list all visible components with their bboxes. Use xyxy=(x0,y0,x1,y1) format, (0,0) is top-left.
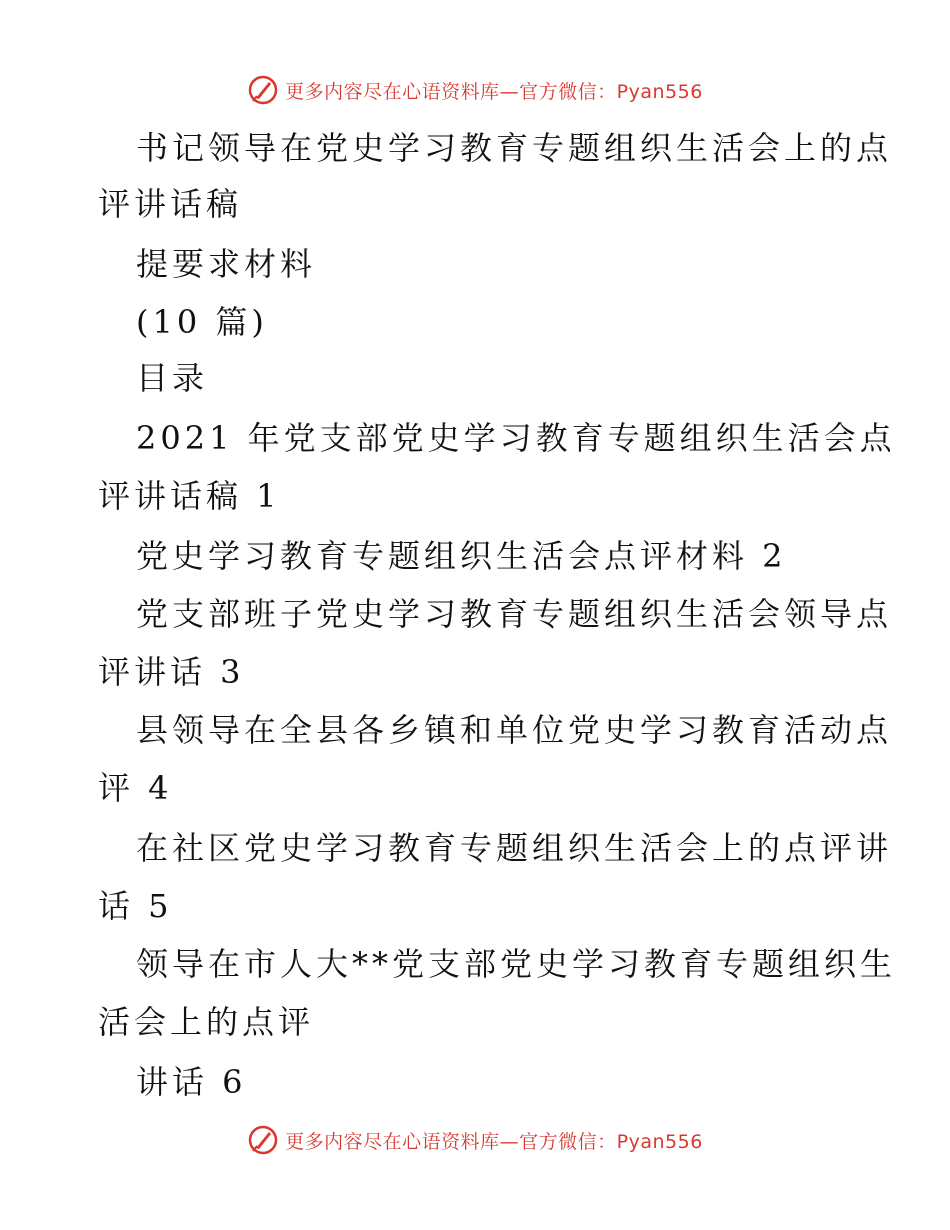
toc-heading: 目录 xyxy=(136,359,209,397)
footer-banner-text: 更多内容尽在心语资料库—官方微信：Pyan556 xyxy=(285,1130,703,1153)
document-subtitle: 提要求材料 xyxy=(136,245,317,283)
toc-item-6-line-1: 领导在市人大**党支部党史学习教育专题组织生 xyxy=(136,945,897,983)
toc-item-4-line-2: 评 4 xyxy=(98,769,173,807)
toc-item-6-line-2: 活会上的点评 xyxy=(98,1003,315,1041)
document-count: (10 篇) xyxy=(136,303,268,341)
toc-item-3-line-2: 评讲话 3 xyxy=(98,653,245,691)
header-banner-text: 更多内容尽在心语资料库—官方微信：Pyan556 xyxy=(285,80,703,103)
document-title-line-1: 书记领导在党史学习教育专题组织生活会上的点 xyxy=(136,129,893,167)
toc-item-1-line-1: 2021 年党支部党史学习教育专题组织生活会点 xyxy=(136,419,896,457)
header-banner xyxy=(0,70,950,110)
toc-item-4-line-1: 县领导在全县各乡镇和单位党史学习教育活动点 xyxy=(136,711,893,749)
toc-item-2-line-1: 党史学习教育专题组织生活会点评材料 2 xyxy=(136,537,787,575)
footer-banner xyxy=(0,1120,950,1160)
toc-item-6-line-3: 讲话 6 xyxy=(136,1063,247,1101)
quill-logo-icon xyxy=(247,74,279,106)
toc-item-5-line-1: 在社区党史学习教育专题组织生活会上的点评讲 xyxy=(136,829,893,867)
toc-item-5-line-2: 话 5 xyxy=(98,887,173,925)
document-title-line-2: 评讲话稿 xyxy=(98,185,243,223)
quill-logo-icon xyxy=(247,1124,279,1156)
toc-item-1-line-2: 评讲话稿 1 xyxy=(98,477,281,515)
toc-item-3-line-1: 党支部班子党史学习教育专题组织生活会领导点 xyxy=(136,595,893,633)
